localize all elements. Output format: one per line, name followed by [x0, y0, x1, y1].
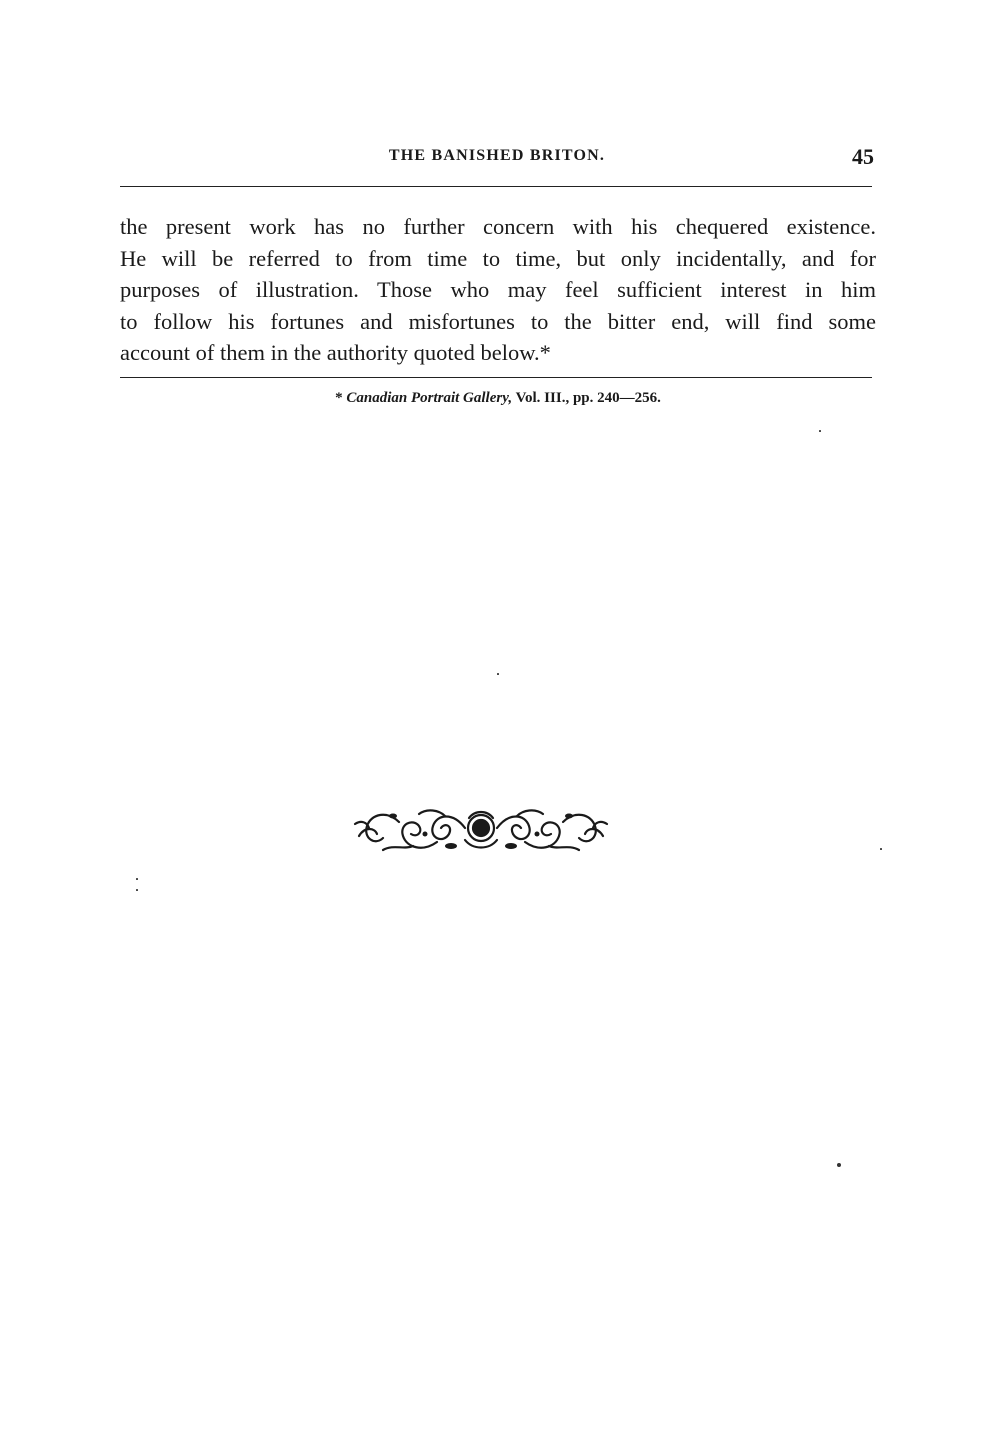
footnote-work-title: Canadian Portrait Gallery, — [346, 390, 513, 406]
floral-tailpiece-ornament-icon — [353, 806, 609, 856]
scan-speck — [136, 878, 138, 880]
body-line: He will be referred to from time to time, but only incidentally, and for — [120, 245, 876, 271]
scan-speck — [819, 430, 821, 432]
header-rule — [120, 186, 872, 187]
footnote — [120, 390, 876, 407]
footnote-marker: * — [335, 390, 343, 406]
body-line: purposes of illustration. Those who may feel sufficient interest in him — [120, 277, 876, 302]
body-line: to follow his fortunes and misfortunes to the bitter end, will find some — [120, 308, 876, 334]
page-number: 45 — [852, 144, 874, 169]
running-head — [120, 145, 874, 169]
footnote-reference: Vol. III., pp. 240—256. — [515, 390, 661, 406]
scan-speck — [497, 673, 499, 675]
body-line: the present work has no further concern with his chequered existence. — [120, 214, 876, 239]
scan-speck — [136, 889, 138, 891]
body-line: account of them in the authority quoted below.* — [120, 340, 551, 365]
body-paragraph — [120, 211, 876, 369]
scan-speck — [837, 1163, 841, 1167]
scan-speck — [880, 848, 882, 850]
running-title: THE BANISHED BRITON. — [388, 147, 606, 164]
footnote-rule — [120, 377, 872, 378]
